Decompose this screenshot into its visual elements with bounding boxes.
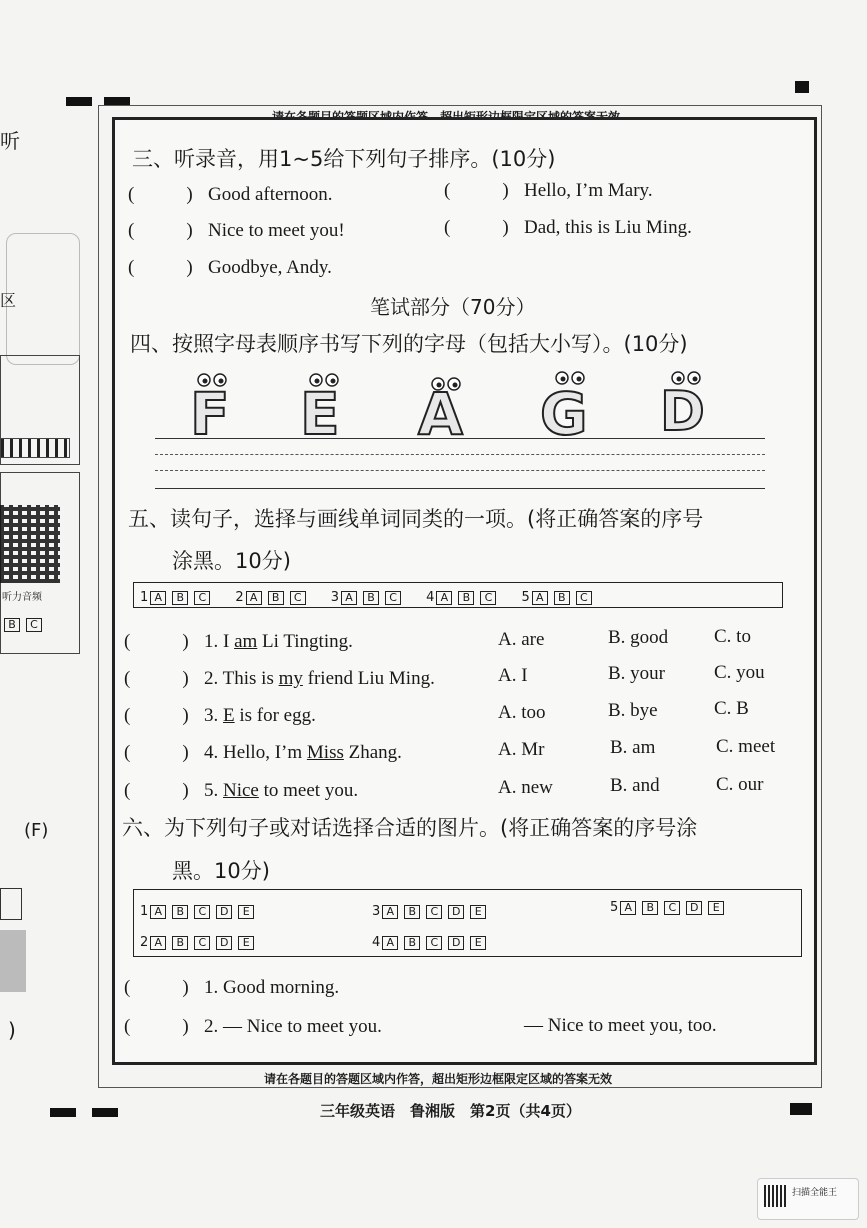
question-row: ( ) 1. I am Li Tingting. — [124, 631, 353, 652]
bubble-option[interactable]: B — [404, 905, 420, 919]
letter-A — [418, 378, 463, 440]
letter-D — [660, 372, 705, 440]
option-a: A. I — [498, 665, 528, 686]
bubble-option[interactable]: A — [150, 936, 166, 950]
bubble-option[interactable]: D — [448, 936, 464, 950]
bubble-option[interactable]: C — [194, 591, 210, 605]
answer-bubble-bar: 1 A B C 2 A B C 3 A B C 4 A B C 5 A B C — [133, 582, 783, 608]
bubble-option[interactable]: A — [382, 905, 398, 919]
bubble-option[interactable]: A — [246, 591, 262, 605]
writing-lines[interactable] — [155, 438, 765, 494]
bubble-group-2: 2 A B C D E — [140, 932, 260, 951]
question-row: ( ) 1. Good morning. — [124, 977, 340, 998]
bubble-option[interactable]: B — [404, 936, 420, 950]
bubble-option[interactable]: A — [620, 901, 636, 915]
section-4-title: 四、按照字母表顺序书写下列的字母（包括大小写）。(10分) — [130, 332, 688, 356]
option-c: C. meet — [716, 736, 776, 757]
bubble-group-4: 4 A B C D E — [372, 932, 492, 951]
bubble-option[interactable]: A — [436, 591, 452, 605]
option-c: C. you — [714, 662, 765, 683]
bubble-option[interactable]: D — [448, 905, 464, 919]
bubble-option[interactable]: E — [238, 905, 254, 919]
left-strip-text: 听力音频 — [2, 592, 42, 603]
left-strip-text: ) — [8, 1018, 16, 1042]
written-part-title: 笔试部分（70分） — [370, 295, 536, 319]
section-6-title: 六、为下列句子或对话选择合适的图片。(将正确答案的序号涂 — [122, 816, 698, 840]
bubble-option[interactable]: B — [172, 905, 188, 919]
bubble-option[interactable]: B — [4, 618, 20, 632]
option-a: A. Mr — [498, 739, 545, 760]
bubble-option[interactable]: A — [341, 591, 357, 605]
option-c: C. B — [714, 698, 749, 719]
answer-bubble-box — [133, 889, 802, 957]
dialogue-reply: — Nice to meet you, too. — [524, 1015, 717, 1036]
alignment-mark — [66, 97, 92, 106]
footer-note: 请在各题目的答题区域内作答，超出矩形边框限定区域的答案无效 — [264, 1072, 613, 1086]
bubble-group-3: 3 A B C D E — [372, 901, 492, 920]
list-item: ( ) Nice to meet you! — [128, 220, 345, 241]
question-row: ( ) 3. E is for egg. — [124, 705, 316, 726]
bubble-option[interactable]: B — [458, 591, 474, 605]
left-strip-text: 听 — [0, 129, 20, 153]
bubble-option[interactable]: E — [470, 936, 486, 950]
option-b: B. am — [610, 737, 656, 758]
section-5-title: 五、读句子，选择与画线单词同类的一项。(将正确答案的序号 — [128, 507, 704, 531]
bubble-option[interactable]: C — [26, 618, 42, 632]
left-strip-text: 区 — [0, 291, 17, 310]
letter-E — [300, 374, 340, 440]
bubble-option[interactable]: C — [426, 905, 442, 919]
bubble-option[interactable]: D — [686, 901, 702, 915]
left-box — [6, 233, 80, 365]
alignment-mark — [50, 1108, 76, 1117]
list-item: ( ) Hello, I’m Mary. — [444, 180, 653, 201]
left-box — [0, 888, 22, 920]
bubble-option[interactable]: D — [216, 905, 232, 919]
qr-code-icon — [0, 505, 60, 583]
bubble-option[interactable]: B — [268, 591, 284, 605]
option-c: C. our — [716, 774, 764, 795]
bubble-option[interactable]: A — [382, 936, 398, 950]
question-row: ( ) 4. Hello, I’m Miss Zhang. — [124, 742, 402, 763]
bubble-option[interactable]: C — [480, 591, 496, 605]
page-footer-title: 三年级英语 鲁湘版 第2页（共4页） — [320, 1102, 581, 1120]
alignment-mark — [790, 1103, 812, 1115]
question-row: ( ) 5. Nice to meet you. — [124, 780, 359, 801]
picture — [0, 930, 26, 992]
list-item: ( ) Goodbye, Andy. — [128, 257, 332, 278]
bubble-option[interactable]: C — [194, 905, 210, 919]
bubble-option[interactable]: C — [194, 936, 210, 950]
option-b: B. bye — [608, 700, 658, 721]
bubble-option[interactable]: C — [290, 591, 306, 605]
list-item: ( ) Dad, this is Liu Ming. — [444, 217, 692, 238]
letter-cards — [180, 360, 740, 440]
section-5-title: 涂黑。10分) — [172, 549, 291, 573]
bubble-option[interactable]: E — [238, 936, 254, 950]
option-b: B. your — [608, 663, 665, 684]
bubble-option[interactable]: C — [664, 901, 680, 915]
svg-text:D: D — [660, 380, 705, 440]
option-a: A. are — [498, 629, 545, 650]
alignment-mark — [795, 81, 809, 93]
bubble-option[interactable]: C — [385, 591, 401, 605]
bubble-option[interactable]: B — [554, 591, 570, 605]
alignment-mark — [92, 1108, 118, 1117]
bubble-option[interactable]: B — [642, 901, 658, 915]
bubble-option[interactable]: E — [708, 901, 724, 915]
letter-G — [540, 372, 588, 440]
bubble-option[interactable]: B — [363, 591, 379, 605]
bubble-option[interactable]: A — [150, 905, 166, 919]
bubble-option[interactable]: C — [576, 591, 592, 605]
letter-F — [190, 374, 230, 440]
bubble-option[interactable]: A — [150, 591, 166, 605]
option-a: A. new — [498, 777, 553, 798]
bubble-option[interactable]: C — [426, 936, 442, 950]
bubble-group-1: 1 A B C D E — [140, 901, 260, 920]
section-6-title: 黑。10分) — [172, 859, 270, 883]
barcode — [0, 438, 70, 458]
svg-text:A: A — [418, 380, 463, 440]
question-row: ( ) 2. — Nice to meet you. — [124, 1016, 382, 1037]
bubble-option[interactable]: E — [470, 905, 486, 919]
option-a: A. too — [498, 702, 546, 723]
left-strip-text: (F) — [24, 820, 49, 841]
option-c: C. to — [714, 626, 751, 647]
option-b: B. and — [610, 775, 660, 796]
section-3-title: 三、听录音，用1~5给下列句子排序。(10分) — [132, 147, 556, 171]
qr-code-icon — [764, 1185, 786, 1207]
scanner-label: 扫描全能王 — [792, 1188, 838, 1198]
bubble-option[interactable]: A — [532, 591, 548, 605]
list-item: ( ) Good afternoon. — [128, 184, 333, 205]
scanner-watermark — [757, 1178, 859, 1220]
bubble-option[interactable]: B — [172, 591, 188, 605]
question-row: ( ) 2. This is my friend Liu Ming. — [124, 668, 435, 689]
svg-text:F: F — [190, 380, 230, 440]
bubble-option[interactable]: B — [172, 936, 188, 950]
left-strip — [0, 0, 80, 1228]
bubble-option[interactable]: D — [216, 936, 232, 950]
svg-text:E: E — [300, 380, 340, 440]
bubble-group-5: 5 A B C D E — [610, 897, 730, 916]
svg-text:G: G — [540, 380, 588, 440]
option-b: B. good — [608, 627, 669, 648]
